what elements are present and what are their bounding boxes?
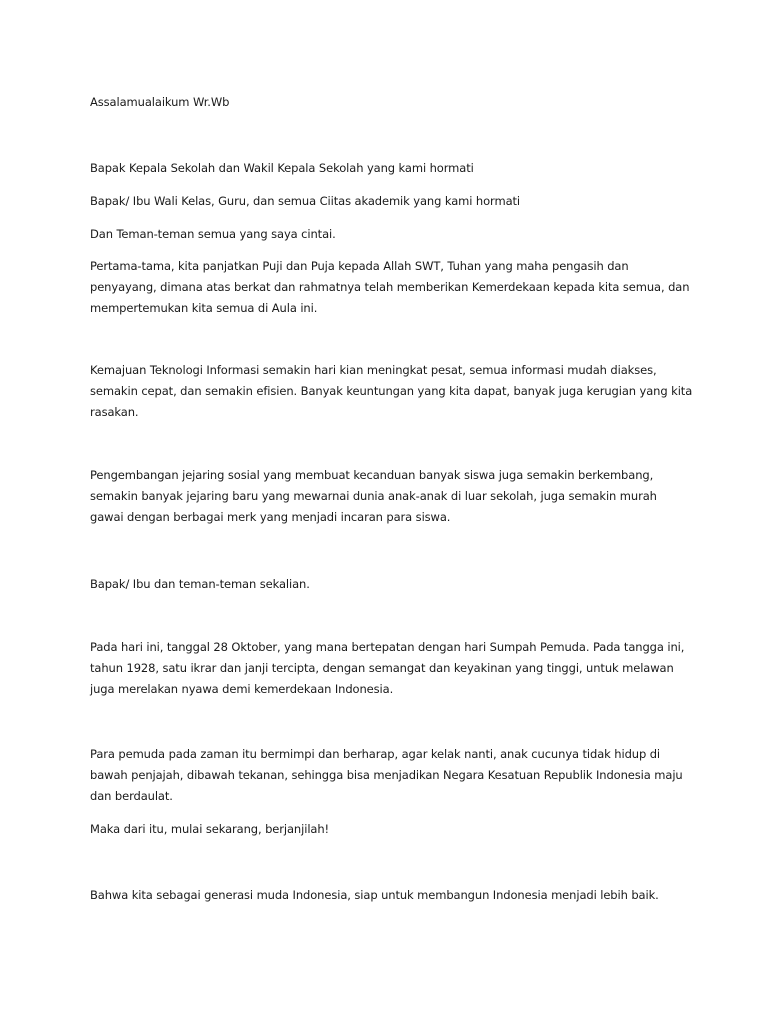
text-line: Pada hari ini, tanggal 28 Oktober, yang mana bertepatan dengan hari Sumpah Pemuda. Pada tangga ini, (90, 640, 685, 654)
text-line: Maka dari itu, mulai sekarang, berjanjilah! (90, 822, 330, 836)
text-line: Bapak Kepala Sekolah dan Wakil Kepala Sekolah yang kami hormati (90, 161, 474, 175)
text-line: rasakan. (90, 405, 139, 419)
text-line: juga merelakan nyawa demi kemerdekaan Indonesia. (90, 682, 394, 696)
text-line: Assalamualaikum Wr.Wb (90, 95, 230, 109)
address-teachers (90, 191, 690, 212)
address-friends (90, 224, 690, 245)
text-line: semakin banyak jejaring baru yang mewarnai dunia anak-anak di luar sekolah, juga semakin murah (90, 489, 657, 503)
text-line: Dan Teman-teman semua yang saya cintai. (90, 227, 336, 241)
text-line: Bapak/ Ibu dan teman-teman sekalian. (90, 577, 310, 591)
text-line: mempertemukan kita semua di Aula ini. (90, 301, 318, 315)
paragraph-address-audience (90, 574, 690, 595)
paragraph-technology (90, 360, 693, 423)
text-line: Pertama-tama, kita panjatkan Puji dan Puja kepada Allah SWT, Tuhan yang maha pengasih dan (90, 259, 629, 273)
paragraph-closing (90, 885, 690, 906)
text-line: gawai dengan berbagai merk yang menjadi incaran para siswa. (90, 510, 451, 524)
greeting (90, 92, 690, 113)
text-line: Bahwa kita sebagai generasi muda Indonesia, siap untuk membangun Indonesia menjadi lebih baik. (90, 888, 659, 902)
paragraph-opening (90, 256, 690, 319)
text-line: Para pemuda pada zaman itu bermimpi dan berharap, agar kelak nanti, anak cucunya tidak hidup di (90, 747, 661, 761)
address-principal (90, 158, 690, 179)
paragraph-social-network (90, 465, 690, 528)
paragraph-promise (90, 819, 690, 840)
paragraph-youth-dream (90, 744, 690, 807)
text-line: Kemajuan Teknologi Informasi semakin hari kian meningkat pesat, semua informasi mudah diakses, (90, 363, 657, 377)
paragraph-sumpah-pemuda (90, 637, 690, 700)
text-line: bawah penjajah, dibawah tekanan, sehingga bisa menjadikan Negara Kesatuan Republik Indonesia maju (90, 768, 683, 782)
text-line: Bapak/ Ibu Wali Kelas, Guru, dan semua Ciitas akademik yang kami hormati (90, 194, 521, 208)
text-line: penyayang, dimana atas berkat dan rahmatnya telah memberikan Kemerdekaan kepada kita semua, dan (90, 280, 690, 294)
text-line: dan berdaulat. (90, 789, 173, 803)
text-line: Pengembangan jejaring sosial yang membuat kecanduan banyak siswa juga semakin berkembang, (90, 468, 654, 482)
text-line: semakin cepat, dan semakin efisien. Banyak keuntungan yang kita dapat, banyak juga kerugian yang kita (90, 384, 693, 398)
text-line: tahun 1928, satu ikrar dan janji tercipta, dengan semangat dan keyakinan yang tinggi, untuk melawan (90, 661, 674, 675)
